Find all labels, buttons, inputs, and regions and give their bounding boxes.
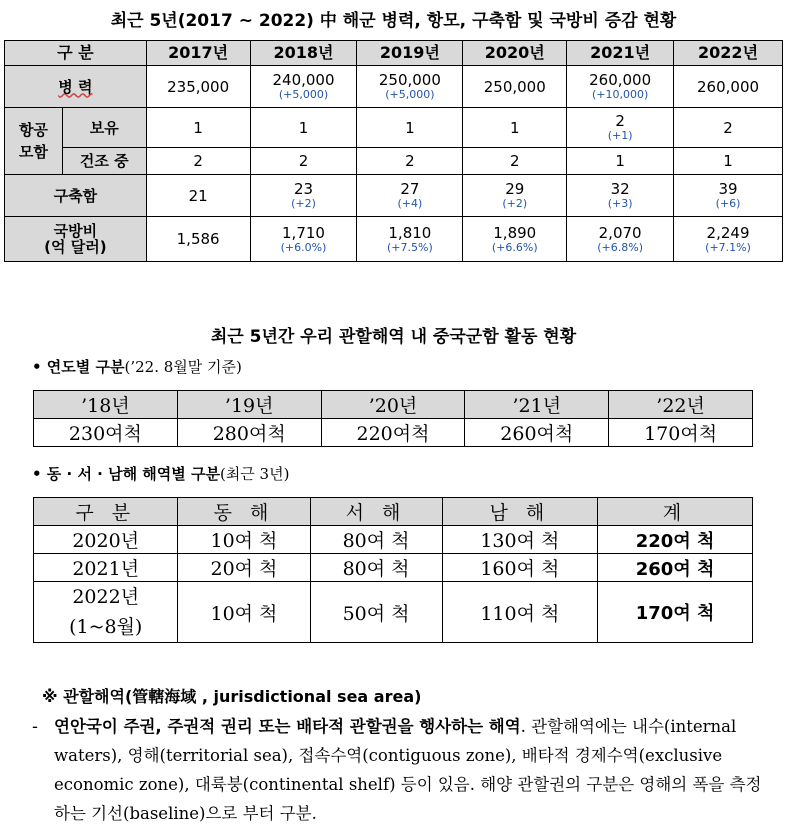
table-row-budget <box>5 217 783 262</box>
cell: 50여 척 <box>310 582 442 643</box>
sea-area-table <box>33 497 753 643</box>
total-cell: 170여 척 <box>598 582 753 643</box>
cell: 29 (+2) <box>463 175 567 217</box>
cell: 2,249 (+7.1%) <box>674 217 783 262</box>
header-cell: ’18년 <box>34 391 178 419</box>
table1-title: 최근 5년(2017 ~ 2022) 中 해군 병력, 항모, 구축함 및 국방비 증감 현황 <box>110 11 677 31</box>
cell: 250,000 (+5,000) <box>357 66 463 108</box>
cell: 2,070 (+6.8%) <box>567 217 674 262</box>
total-cell: 260여 척 <box>598 554 753 582</box>
note-title: ※ 관할해역(管轄海域 , jurisdictional sea area) <box>42 687 422 706</box>
header-cell: 2021년 <box>567 41 674 66</box>
cell: 10여 척 <box>178 582 310 643</box>
header-cell: ’19년 <box>177 391 321 419</box>
cell: 280여척 <box>177 419 321 447</box>
total-cell: 220여 척 <box>598 526 753 554</box>
cell: 260,000 (+10,000) <box>567 66 674 108</box>
cell: 230여척 <box>34 419 178 447</box>
table-row <box>34 419 753 447</box>
table-row-carrier-building <box>5 148 783 175</box>
cell: 2 <box>250 148 357 175</box>
note-paragraph <box>32 712 762 828</box>
cell: 27 (+4) <box>357 175 463 217</box>
cell: 1 <box>146 108 250 148</box>
cell: 80여 척 <box>310 526 442 554</box>
header-cell: ’20년 <box>321 391 465 419</box>
cell: 260여척 <box>465 419 609 447</box>
table-header-row <box>5 41 783 66</box>
cell: 235,000 <box>146 66 250 108</box>
table-row <box>34 526 753 554</box>
dash-bullet: - <box>32 717 38 736</box>
cell: 2 <box>357 148 463 175</box>
note-bold: 연안국이 주권, 주권적 권리 또는 배타적 관할권을 행사하는 해역 <box>54 717 521 736</box>
table-header-row <box>34 391 753 419</box>
header-cell: ’22년 <box>609 391 753 419</box>
cell: 250,000 <box>463 66 567 108</box>
table-row <box>34 582 753 643</box>
table2-title: 최근 5년간 우리 관할해역 내 중국군함 활동 현황 <box>210 327 577 347</box>
cell: 1 <box>567 148 674 175</box>
cell: 2 (+1) <box>567 108 674 148</box>
header-cell: ’21년 <box>465 391 609 419</box>
row-label: 보유 <box>62 108 146 148</box>
note-text: . 관할해역에는 내수(internal waters), 영해(territorial sea), 접속수역(contiguous zone), 배타적 경제수역(exclusive economic zone), 대륙붕(continental shelf) 등이 있음. 해양 관할권의 구분은 영해의 폭을 측정하는 기선(baseline)으로 부터 구분. <box>54 717 762 823</box>
header-cell: 계 <box>598 498 753 526</box>
row-label: 건조 중 <box>62 148 146 175</box>
cell: 32 (+3) <box>567 175 674 217</box>
cell: 170여척 <box>609 419 753 447</box>
cell: 260,000 <box>674 66 783 108</box>
header-cell: 구 분 <box>34 498 178 526</box>
cell: 2 <box>674 108 783 148</box>
row-group-label: 항공 모함 <box>5 108 63 175</box>
cell: 130여 척 <box>442 526 598 554</box>
cell: 21 <box>146 175 250 217</box>
cell: 2 <box>463 148 567 175</box>
table-row <box>34 554 753 582</box>
yearly-subtitle: • 연도별 구분(’22. 8월말 기준) <box>32 358 242 376</box>
cell: 1,890 (+6.6%) <box>463 217 567 262</box>
cell: 1 <box>357 108 463 148</box>
cell: 1,586 <box>146 217 250 262</box>
cell: 110여 척 <box>442 582 598 643</box>
cell: 240,000 (+5,000) <box>250 66 357 108</box>
cell: 1,710 (+6.0%) <box>250 217 357 262</box>
cell: 39 (+6) <box>674 175 783 217</box>
header-cell: 2018년 <box>250 41 357 66</box>
table-row-troops <box>5 66 783 108</box>
row-label: 2021년 <box>34 554 178 582</box>
header-cell: 구 분 <box>5 41 147 66</box>
cell: 1 <box>674 148 783 175</box>
header-cell: 동 해 <box>178 498 310 526</box>
row-label: 국방비 (억 달러) <box>5 217 147 262</box>
cell: 220여척 <box>321 419 465 447</box>
row-label: 2020년 <box>34 526 178 554</box>
table-row-carrier-held <box>5 108 783 148</box>
cell: 1 <box>463 108 567 148</box>
row-label: 2022년 (1~8월) <box>34 582 178 643</box>
cell: 23 (+2) <box>250 175 357 217</box>
row-label: 구축함 <box>5 175 147 217</box>
row-label: 병 력 <box>5 66 147 108</box>
sea-area-subtitle: • 동 · 서 · 남해 해역별 구분(최근 3년) <box>32 465 290 483</box>
cell: 1,810 (+7.5%) <box>357 217 463 262</box>
header-cell: 2020년 <box>463 41 567 66</box>
header-cell: 2017년 <box>146 41 250 66</box>
cell: 2 <box>146 148 250 175</box>
header-cell: 2019년 <box>357 41 463 66</box>
cell: 10여 척 <box>178 526 310 554</box>
table-row-destroyer <box>5 175 783 217</box>
table-header-row <box>34 498 753 526</box>
header-cell: 남 해 <box>442 498 598 526</box>
header-cell: 서 해 <box>310 498 442 526</box>
cell: 1 <box>250 108 357 148</box>
header-cell: 2022년 <box>674 41 783 66</box>
navy-stats-table <box>4 40 783 262</box>
cell: 20여 척 <box>178 554 310 582</box>
cell: 160여 척 <box>442 554 598 582</box>
yearly-table <box>33 390 753 447</box>
cell: 80여 척 <box>310 554 442 582</box>
